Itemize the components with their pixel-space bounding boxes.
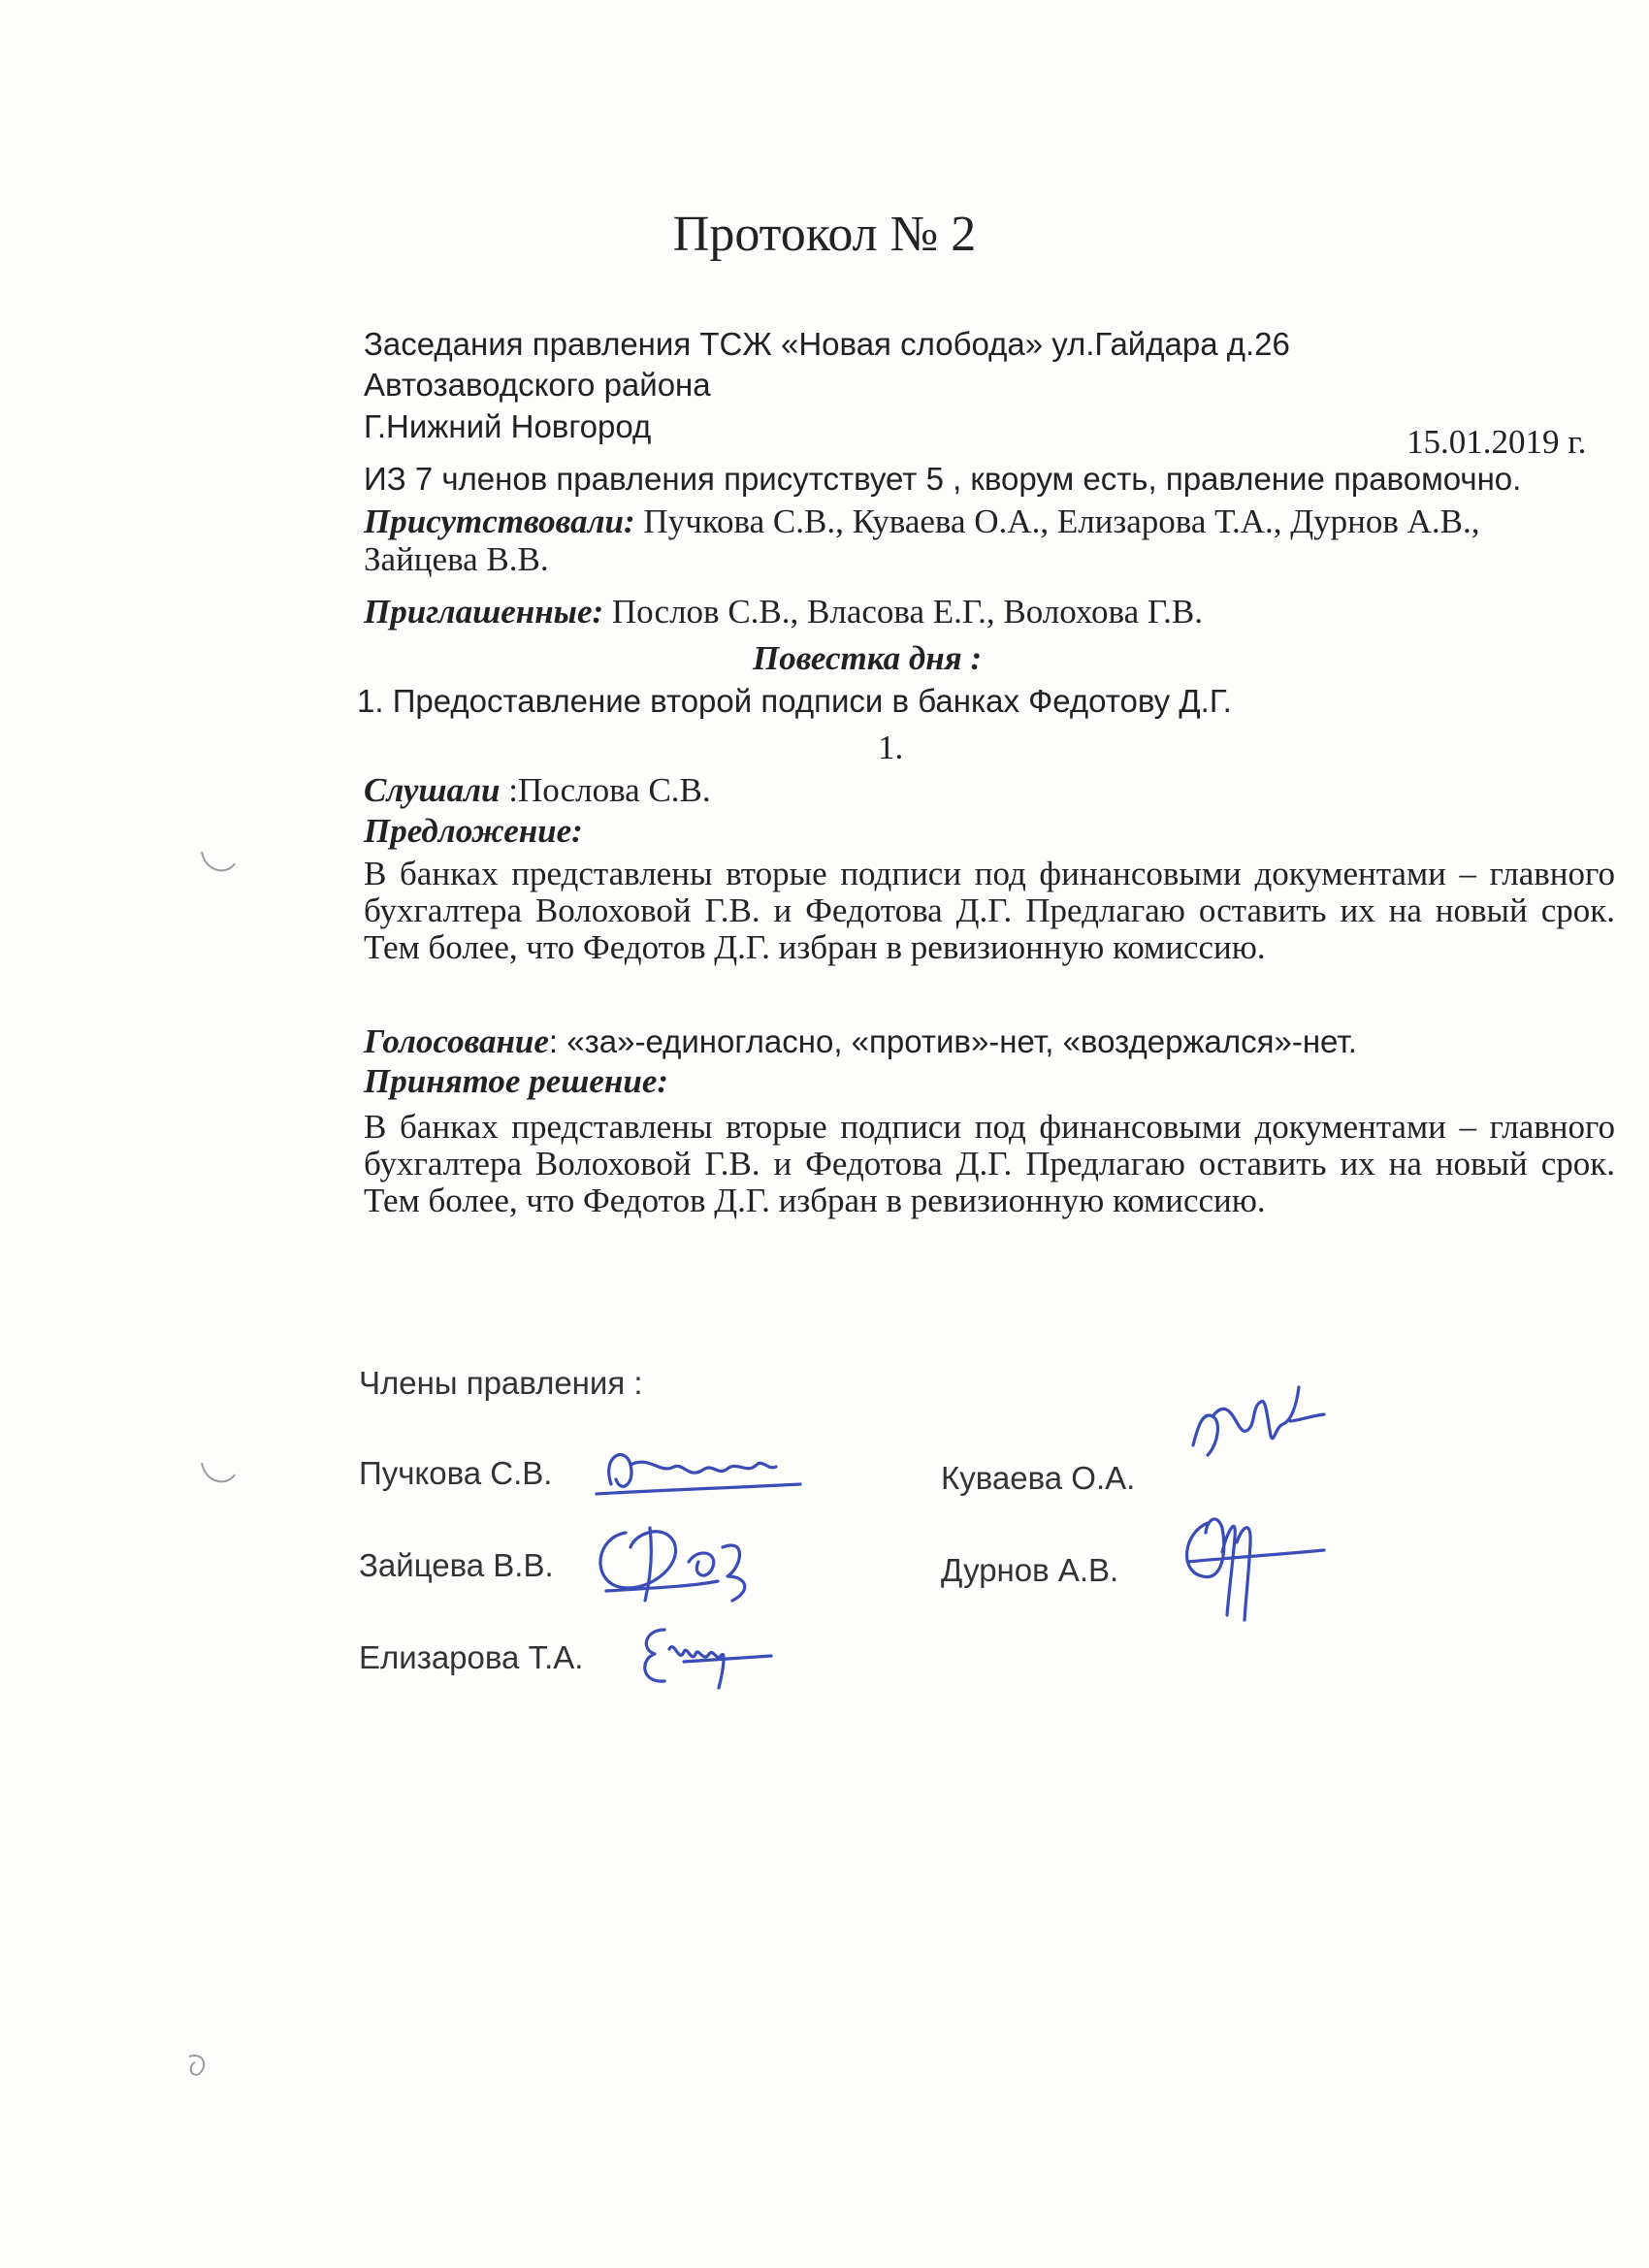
present-line <box>364 503 1480 540</box>
heard-label: Слушали <box>364 771 501 809</box>
invited-names: Послов С.В., Власова Е.Г., Волохова Г.В. <box>603 593 1204 631</box>
punch-hole-mark-2 <box>194 1455 242 1494</box>
header-line-2: Автозаводского района <box>364 367 711 403</box>
signature-kuvaeva <box>1179 1377 1334 1484</box>
present-label: Присутствовали: <box>364 502 635 540</box>
heard-text: :Послова С.В. <box>500 771 711 809</box>
proposal-text: В банках представлены вторые подписи под финансовыми документами – главного бухгалтера Волоховой Г.В. и Федотова Д.Г. Предлагаю оставить их на новый срок. Тем более, что Федотов Д.Г. избран в ревизионную комиссию. <box>364 855 1615 966</box>
decision-text: В банках представлены вторые подписи под финансовыми документами – главного бухгалтера Волоховой Г.В. и Федотова Д.Г. Предлагаю оставить их на новый срок. Тем более, что Федотов Д.Г. избран в ревизионную комиссию. <box>364 1108 1615 1219</box>
proposal-label: Предложение: <box>364 812 583 850</box>
punch-hole-mark-1 <box>194 844 242 883</box>
member-name-zaitseva: Зайцева В.В. <box>359 1547 554 1583</box>
invited-label: Приглашенные: <box>364 593 604 631</box>
agenda-heading: Повестка дня : <box>753 639 983 677</box>
vote-text: : «за»-единогласно, «против»-нет, «воздержался»-нет. <box>548 1023 1357 1059</box>
header-line-3: Г.Нижний Новгород <box>364 408 652 444</box>
present-line-2: Зайцева В.В. <box>364 540 549 578</box>
member-name-kuvaeva: Куваева О.А. <box>941 1460 1136 1496</box>
signature-puchkova <box>582 1426 805 1513</box>
present-names: Пучкова С.В., Куваева О.А., Елизарова Т.А., Дурнов А.В., <box>634 502 1480 540</box>
member-name-durnov: Дурнов А.В. <box>941 1552 1119 1588</box>
quorum-line: ИЗ 7 членов правления присутствует 5 , кворум есть, правление правомочно. <box>364 461 1522 497</box>
vote-line <box>364 1023 1357 1060</box>
decision-label: Принятое решение: <box>364 1062 669 1100</box>
header-line-1: Заседания правления ТСЖ «Новая слобода» ул.Гайдара д.26 <box>364 326 1290 362</box>
scan-smudge <box>179 2047 218 2086</box>
invited-line <box>364 594 1203 631</box>
board-heading: Члены правления : <box>359 1365 643 1401</box>
signature-elizarova <box>626 1605 781 1702</box>
member-name-puchkova: Пучкова С.В. <box>359 1455 553 1491</box>
meeting-date: 15.01.2019 г. <box>1406 423 1587 461</box>
agenda-item-1: 1. Предоставление второй подписи в банках Федотову Д.Г. <box>357 683 1232 719</box>
document-title: Протокол № 2 <box>672 207 977 262</box>
signature-durnov <box>1169 1494 1334 1639</box>
vote-label: Голосование <box>364 1022 549 1060</box>
section-number: 1. <box>878 729 904 766</box>
member-name-elizarova: Елизарова Т.А. <box>359 1639 584 1675</box>
heard-line <box>364 772 711 809</box>
signature-zaitseva <box>577 1508 791 1615</box>
